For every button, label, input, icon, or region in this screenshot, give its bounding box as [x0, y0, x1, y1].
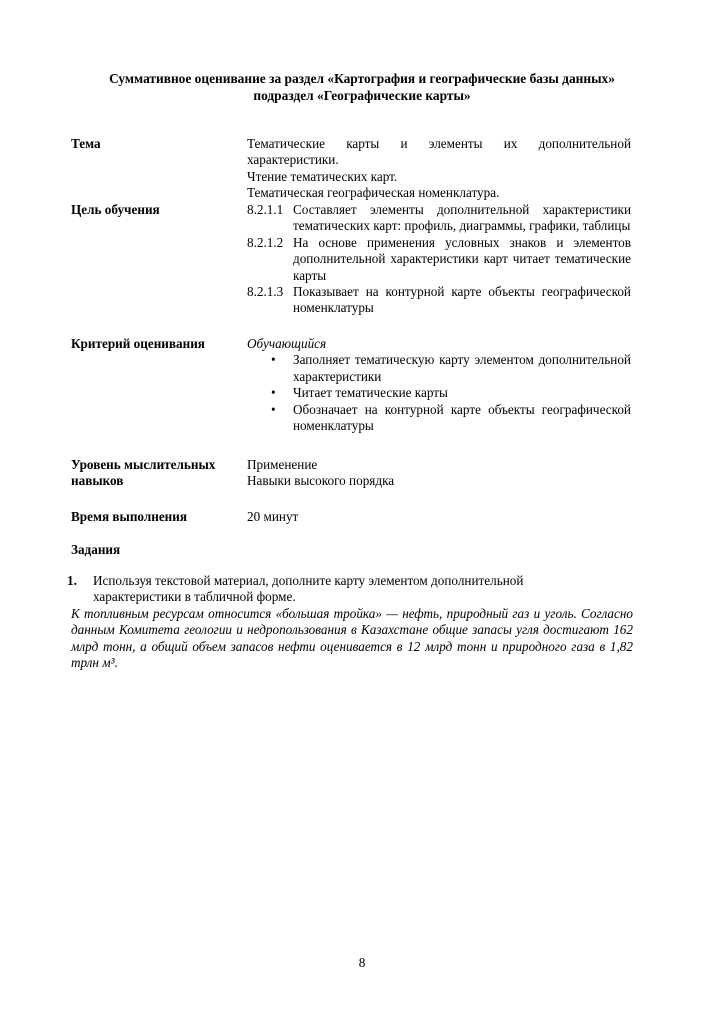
bullet-icon: •	[271, 401, 276, 417]
skills-value-line: Применение	[247, 457, 318, 472]
learning-objective	[247, 202, 631, 235]
skills-label-line: навыков	[71, 473, 124, 489]
objective-text: Составляет элементы дополнительной характеристики тематических карт: профиль, диаграммы, графики, таблицы	[293, 202, 631, 234]
objective-text: Показывает на контурной карте объекты географической номенклатуры	[293, 284, 631, 316]
topic-value	[247, 136, 631, 202]
task-number: 1.	[67, 573, 77, 588]
learning-objective	[247, 235, 631, 284]
page-title	[60, 70, 664, 104]
text-passage: К топливным ресурсам относится «большая тройка» — нефть, природный газ и уголь. Согласно данным Комитета геологии и недропользования в Казахстане общие запасы угля достигают 162 млрд тонн, а общий объем запасов нефти оценивается в 12 млрд тонн и природного газа в 1,82 трлн м³.	[71, 606, 633, 671]
objective-code: 8.2.1.3	[247, 284, 284, 300]
topic-line: Тематическая географическая номенклатура.	[247, 185, 500, 201]
criteria-bullet	[247, 385, 631, 401]
learning-objective	[247, 284, 631, 317]
skills-label	[71, 457, 241, 490]
time-label: Время выполнения	[71, 509, 188, 524]
skills-value-line: Навыки высокого порядка	[247, 473, 395, 489]
title-line-1: Суммативное оценивание за раздел «Картография и географические базы данных»	[109, 71, 615, 86]
objective-code: 8.2.1.1	[247, 202, 284, 217]
topic-label: Тема	[71, 136, 101, 151]
bullet-text: Читает тематические карты	[293, 385, 448, 401]
bullet-icon: •	[271, 352, 276, 368]
criteria-bullet	[247, 402, 631, 435]
bullet-text: Обозначает на контурной карте объекты географической номенклатуры	[293, 401, 631, 434]
goal-label: Цель обучения	[71, 202, 160, 217]
tasks-heading: Задания	[71, 542, 121, 557]
task-text: Используя текстовой материал, дополните карту элементом дополнительной характеристики в табличной форме.	[93, 573, 524, 605]
objective-code: 8.2.1.2	[247, 234, 284, 250]
time-value: 20 минут	[247, 509, 299, 524]
objective-text: На основе применения условных знаков и элементов дополнительной характеристики карт читает тематические карты	[293, 234, 631, 283]
bullet-icon: •	[271, 385, 276, 401]
topic-line: Чтение тематических карт.	[247, 168, 398, 184]
title-line-2: подраздел «Географические карты»	[253, 88, 471, 103]
bullet-text: Заполняет тематическую карту элементом дополнительной характеристики	[293, 352, 631, 384]
criteria-subject: Обучающийся	[247, 336, 327, 351]
skills-label-line: Уровень мыслительных	[71, 457, 216, 472]
criteria-bullet	[247, 352, 631, 385]
page-number: 8	[358, 955, 366, 970]
criteria-value	[247, 336, 631, 434]
criteria-label: Критерий оценивания	[71, 336, 205, 351]
goal-value	[247, 202, 631, 317]
topic-line: Тематические карты и элементы их дополнительной характеристики.	[247, 136, 631, 168]
skills-value	[247, 457, 631, 490]
